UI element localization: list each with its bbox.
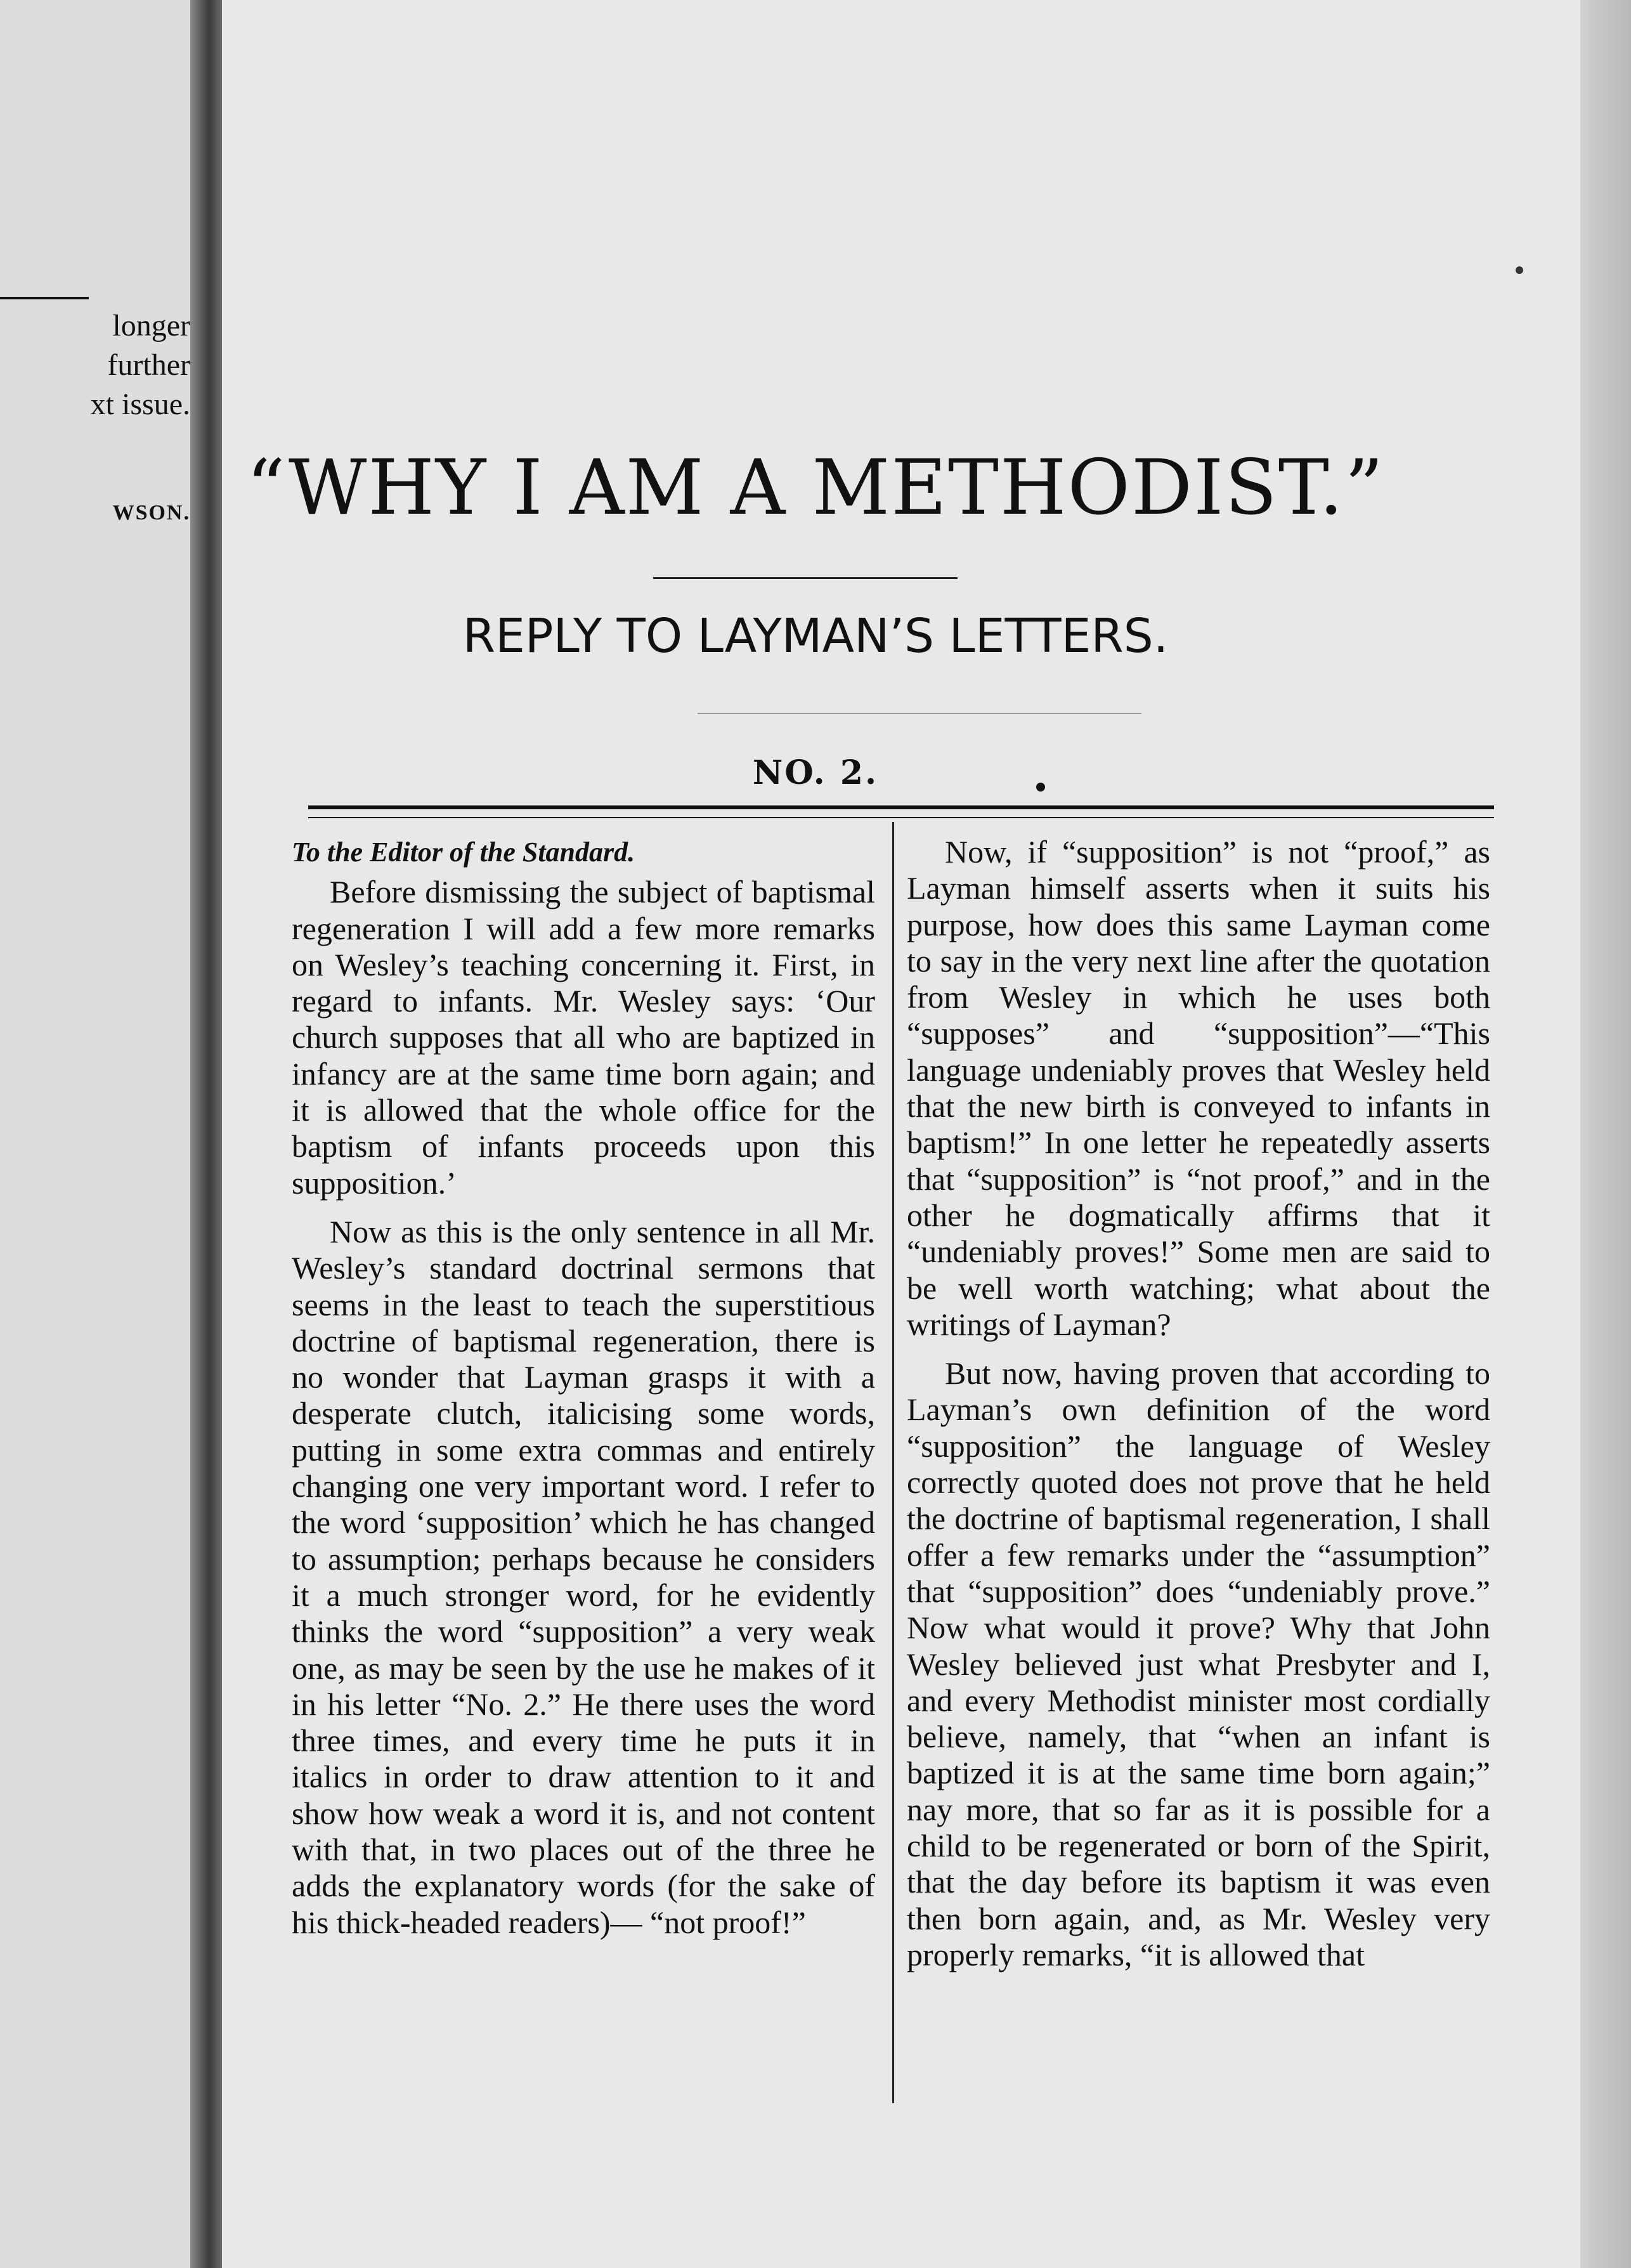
letter-number: NO. 2. (752, 753, 879, 792)
page-mark (1516, 266, 1523, 274)
paragraph: Now as this is the only sentence in all Mr. Wesley’s standard doctrinal sermons that seems in the least to teach the superstitious doctrine of baptismal regeneration, there is no wonder that Layman grasps it with a desperate clutch, italicising some words, putting in some extra commas and entirely changing one very important word. I refer to the word ‘supposition’ which he has changed to assumption; perhaps because he considers it a much stronger word, for he evidently thinks the word “supposition” a very weak one, as may be seen by the use he makes of it in his letter “No. 2.” He there uses the word three times, and every time he puts it in italics in order to draw attention to it and show how weak a word it is, and not content with that, in two places out of the three he adds the explanatory words (for the sake of his thick-headed readers)— “not proof!” (292, 1213, 875, 1940)
paragraph: Now, if “supposition” is not “proof,” as Layman himself asserts when it suits his purpose, how does this same Layman come to say in the very next line after the quotation from Wesley in which he uses both “supposes” and “supposition”—“This language undeniably proves that Wesley held that the new birth is conveyed to infants in baptism!” In one letter he repeatedly asserts that “supposition” is “not proof,” and in the other he dogmatically affirms that it “undeniably proves!” Some men are said to be well worth watching; what about the writings of Layman? (907, 834, 1490, 1342)
column-divider (892, 822, 894, 2103)
left-page-signature: WSON. (112, 501, 190, 525)
paragraph: But now, having proven that according to Layman’s own definition of the word “supposition” the language of Wesley correctly quoted does not prove that he held the doctrine of baptismal regeneration, I shall offer a few remarks under the “assumption” that “supposition” does “undeniably prove.” Now what would it prove? Why that John Wesley believed just what Presbyter and I, and every Methodist minister most cordially believe, namely, that “when an infant is baptized it is at the same time born again;” nay more, that so far as it is possible for a child to be regenerated or born of the Spirit, that the day before its baptism it was even then born again, and, as Mr. Wesley very properly remarks, “it is allowed that (907, 1355, 1490, 1972)
article-title: “WHY I AM A METHODIST.” (246, 444, 1385, 532)
paragraph: Before dismissing the subject of baptismal regeneration I will add a few more remarks on Wesley’s teaching concerning it. First, in regard to infants. Mr. Wesley says: ‘Our church supposes that all who are baptized in infancy are at the same time born again; and it is allowed that the whole office for the baptism of infants proceeds upon this supposition.’ (292, 874, 875, 1201)
subtitle-rule (698, 713, 1141, 714)
page-edge (1580, 0, 1631, 2268)
binding-gutter (190, 0, 222, 2268)
left-page-fragment (0, 0, 203, 2268)
left-page-line: further (107, 348, 190, 382)
header-rule-thin (308, 817, 1494, 818)
ornament-dot (1036, 783, 1045, 792)
left-page-line: longer (112, 309, 190, 342)
left-page-line: xt issue. (90, 388, 190, 421)
left-page-rule (0, 297, 89, 299)
article-subtitle: REPLY TO LAYMAN’S LETTERS. (462, 609, 1169, 663)
salutation: To the Editor of the Standard. (292, 837, 635, 868)
column-left (292, 834, 875, 1941)
title-rule (653, 577, 958, 579)
column-right (907, 834, 1490, 1973)
header-rule (308, 805, 1494, 809)
